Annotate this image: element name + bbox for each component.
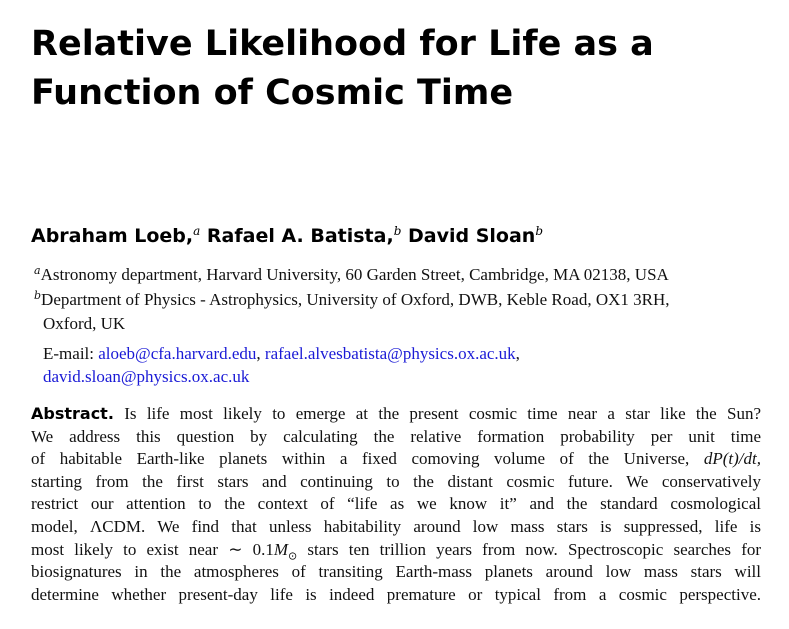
email-link[interactable]: david.sloan@physics.ox.ac.uk [43,367,250,386]
math-mass: ∼ $0.1M_⊙$ [228,539,298,562]
author-name: Rafael A. Batista, [206,225,394,247]
author-name: Abraham Loeb, [31,225,194,247]
affiliation-b [34,288,670,312]
affiliation-text: Oxford, UK [43,314,126,333]
email-separator: , [515,344,520,363]
affiliation-text: Astronomy department, Harvard University, 60 Garden Street, Cambridge, MA 02138, USA [40,265,669,284]
affiliation-mark: b [34,289,42,302]
abstract-line: of habitable Earth-like planets within a fixed comoving volume of the Universe, dP(t)/dt, [31,449,762,469]
abstract-line: starting from the first stars and continuing to the distant cosmic future. We conservatively [31,471,761,491]
abstract-line: restrict our attention to the context of “life as we know it” and the standard cosmological [31,494,761,514]
affiliation-b-continued [43,312,125,336]
affiliation-mark: b [393,224,402,238]
abstract-line: biosignatures in the atmospheres of transiting Earth-mass planets around low mass stars will [31,562,761,582]
abstract [31,403,761,606]
author-list [31,222,543,250]
abstract-line: determine whether present-day life is indeed premature or typical from a cosmic perspective. [31,584,761,604]
title-line-1: Relative Likelihood for Life as a [31,24,654,64]
title-line-2: Function of Cosmic Time [31,73,514,113]
email-link[interactable]: aloeb@cfa.harvard.edu [98,344,257,363]
email-line-continued [43,365,249,389]
affiliation-mark: a [34,264,41,277]
abstract-line: We address this question by calculating the relative formation probability per unit time [31,426,761,446]
affiliation-text: Department of Physics - Astrophysics, University of Oxford, DWB, Keble Road, OX1 3RH, [41,290,670,309]
abstract-label: Abstract. [31,404,114,423]
email-label: E-mail: [43,344,94,363]
email-link[interactable]: rafael.alvesbatista@physics.ox.ac.uk [264,344,516,363]
abstract-line: model, ΛCDM. We find that unless habitability around low mass stars is suppressed, life is [31,516,761,536]
math-dpdt: dP(t)/dt, [703,449,762,469]
abstract-line: most likely to exist near ∼ $0.1M_⊙$ stars ten trillion years from now. Spectroscopic searches for [31,539,762,562]
affiliation-mark: b [535,224,543,238]
email-separator: , [256,344,261,363]
affiliation-a [34,263,669,287]
abstract-line: Abstract. Is life most likely to emerge at the present cosmic time near a star like the Sun? [31,404,762,423]
author-name: David Sloan [408,225,536,247]
email-line [43,342,520,366]
paper-title [31,20,751,118]
affiliation-mark: a [193,224,201,238]
